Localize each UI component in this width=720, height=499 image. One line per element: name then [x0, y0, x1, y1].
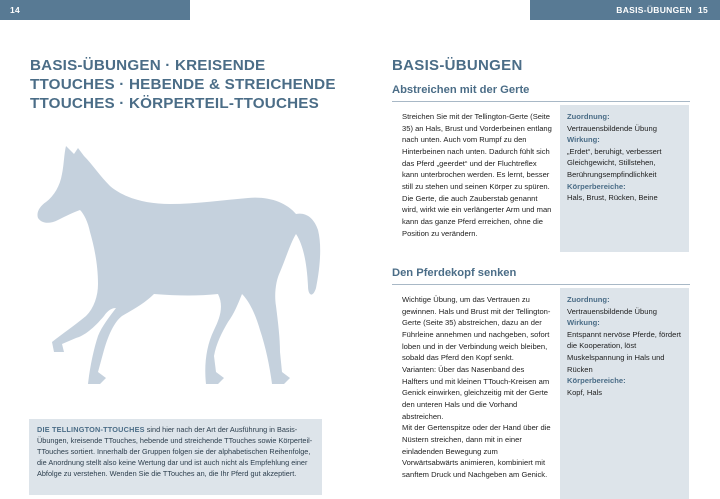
zuordnung-label: Zuordnung:	[567, 295, 610, 304]
zuordnung-value: Vertrauensbildende Übung	[567, 123, 657, 133]
page-header-right	[530, 0, 720, 20]
chapter-title	[30, 56, 350, 113]
description-paragraph: Streichen Sie mit der Tellington-Gerte (Seite 35) an Hals, Brust und Vorderbeinen entlang nach unten. Auch vom Rumpf zu den Hinterbeinen nach unten. Dadurch fühlt sich das Pferd „geerdet“ und der Fluchtreflex kann unterbrochen werden. Es lernt, besser still zu stehen und seinen Körper zu spüren.	[402, 112, 552, 191]
zuordnung-value: Vertrauensbildende Übung	[567, 306, 657, 316]
description-paragraph: Wichtige Übung, um das Vertrauen zu gewinnen. Hals und Brust mit der Tellington-Gerte (Seite 35) abstreichen, dazu an der Führleine annehmen und nachgeben, sofort loben und in der Verbindung weich bleiben, sobald das Pferd den Kopf senkt.	[402, 295, 551, 363]
page-gutter	[359, 20, 360, 499]
exercise-title-pferdekopf: Den Pferdekopf senken	[392, 267, 517, 279]
wirkung-value: „Erdet“, beruhigt, verbessert Gleichgewicht, Stillstehen, Berührungsempfindlichkeit	[567, 146, 662, 179]
exercise-description	[392, 288, 560, 499]
page-number-left: 14	[10, 5, 21, 15]
koerperbereiche-value: Hals, Brust, Rücken, Beine	[567, 193, 658, 203]
section-rule	[392, 101, 690, 102]
description-paragraph: Varianten: Über das Nasenband des Halfters und mit kleinen TTouch-Kreisen am Genick einwirken, gleichzeitig mit der Gerte den unteren Hals und die Vorhand abstreichen.	[402, 364, 550, 421]
exercise-box-pferdekopf	[392, 288, 689, 499]
wirkung-label: Wirkung:	[567, 135, 600, 145]
exercise-meta	[567, 111, 689, 204]
info-box	[29, 419, 322, 495]
section-rule	[392, 284, 690, 285]
chapter-title-line-2: TTOUCHES · HEBENDE & STREICHENDE	[30, 76, 336, 93]
exercise-meta	[567, 294, 689, 398]
koerperbereiche-label: Körperbereiche:	[567, 181, 626, 191]
wirkung-value: Entspannt nervöse Pferde, fördert die Kooperation, löst Muskelspannung in Hals und Rücken	[567, 329, 681, 374]
page-number-right: 15	[697, 5, 708, 15]
chapter-title-line-3: TTOUCHES · KÖRPERTEIL-TTOUCHES	[30, 95, 319, 112]
exercise-description	[392, 105, 560, 252]
exercise-box-abstreichen	[392, 105, 689, 252]
info-box-text: sind hier nach der Art der Ausführung in Basis-Übungen, kreisende TTouches, hebende und streichende TTouches sowie Körperteil-TTouches sortiert. Innerhalb der Gruppen folgen sie der alphabetischen Reihenfolge, die Anordnung stellt also keine Wertung dar und ist auch nicht als Empfehlung einer Abfolge zu verstehen. Wenden Sie die TTouches an, die Ihr Pferd gut akzeptiert.	[37, 425, 313, 478]
exercise-title-abstreichen: Abstreichen mit der Gerte	[392, 84, 530, 96]
koerperbereiche-label: Körperbereiche:	[567, 376, 626, 386]
running-header: BASIS-ÜBUNGEN	[616, 5, 692, 15]
section-heading: BASIS-ÜBUNGEN	[392, 57, 523, 74]
wirkung-label: Wirkung:	[567, 318, 600, 328]
description-paragraph: Die Gerte, die auch Zauberstab genannt wird, wirkt wie ein verlängerter Arm und man kann das ganze Pferd erreichen, ohne die Position zu verändern.	[402, 193, 552, 238]
koerperbereiche-value: Kopf, Hals	[567, 387, 603, 397]
info-box-lead: DIE TELLINGTON-TTOUCHES	[37, 425, 145, 434]
zuordnung-label: Zuordnung:	[567, 112, 610, 121]
horse-silhouette-illustration	[28, 140, 328, 395]
description-paragraph: Mit der Gertenspitze oder der Hand über die Nüstern streichen, dann mit in einer einladenden Bewegung zum Vorwärtsabwärts animieren, kombiniert mit sanftem Druck und Nachgeben am Genick.	[402, 423, 551, 479]
page-header-left	[0, 0, 190, 20]
chapter-title-line-1: BASIS-ÜBUNGEN · KREISENDE	[30, 57, 266, 74]
